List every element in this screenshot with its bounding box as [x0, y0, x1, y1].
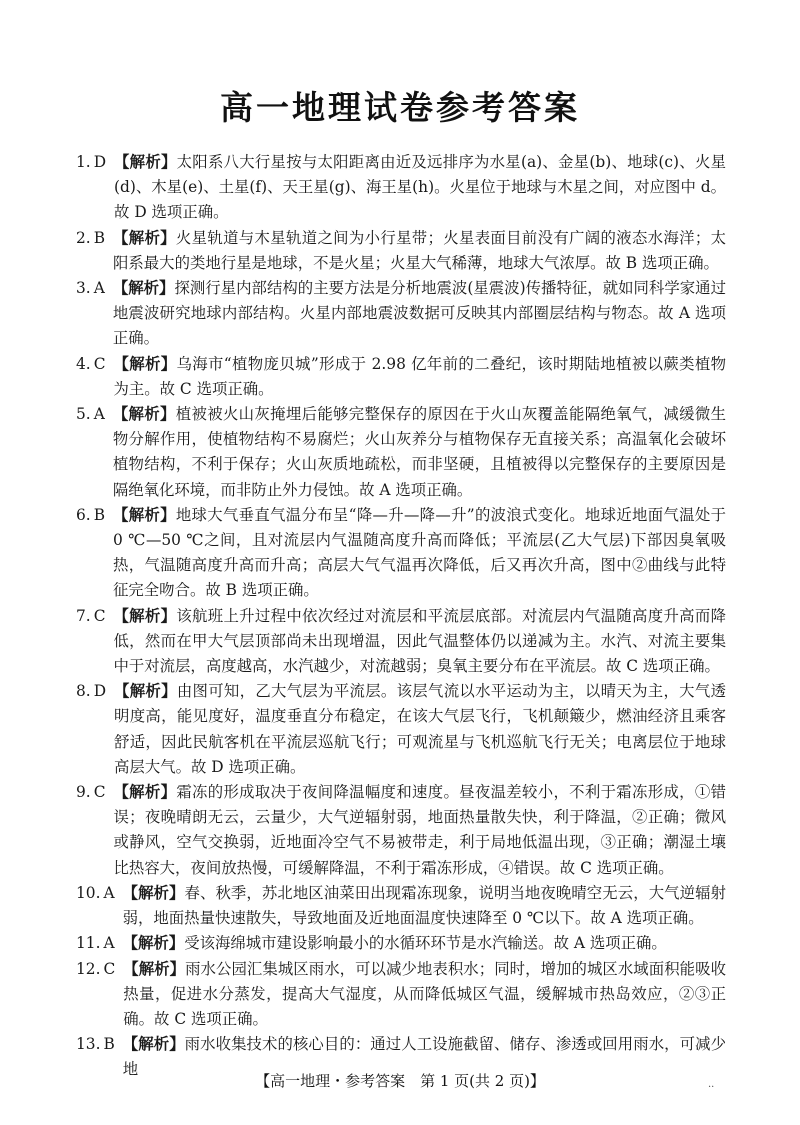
page-title: 高一地理试卷参考答案: [220, 88, 580, 127]
answer-item-5: [76, 402, 726, 503]
answer-item-8: [76, 679, 726, 780]
item-answer: D: [93, 153, 107, 171]
answer-item-7: [76, 604, 726, 680]
analysis-text: 春、秋季，苏北地区油菜田出现霜冻现象，说明当地夜晚晴空无云，大气逆辐射弱，地面热量快速散失，导致地面及近地面温度快速降至 0 ℃以下。故 A 选项正确。: [122, 883, 726, 928]
item-answer: A: [93, 279, 105, 298]
analysis-tag: 【解析】: [113, 505, 176, 524]
item-answer: B: [103, 1035, 115, 1054]
analysis-tag: 【解析】: [122, 1035, 185, 1054]
analysis-tag: 【解析】: [114, 153, 177, 171]
analysis-tag: 【解析】: [113, 354, 177, 373]
item-answer: A: [93, 405, 105, 424]
item-number: 11.: [76, 934, 101, 953]
analysis-tag: 【解析】: [122, 883, 185, 902]
item-answer: C: [93, 606, 106, 625]
analysis-text: 植被被火山灰掩埋后能够完整保存的原因在于火山灰覆盖能隔绝氧气，减缓微生物分解作用，使植物结构不易腐烂；火山灰养分与植物保存无直接关系；高温氧化会破坏植物结构，不利于保存；火山灰质地疏松，而非坚硬，且植被得以完整保存的主要原因是隔绝氧化环境，而非防止外力侵蚀。故 A 选项正确。: [112, 405, 726, 499]
analysis-text: 乌海市“植物庞贝城”形成于 2.98 亿年前的二叠纪，该时期陆地植被以蕨类植物为主。故 C 选项正确。: [113, 354, 726, 398]
answer-item-10: [76, 881, 726, 931]
page-footer: 【高一地理・参考答案 第 1 页(共 2 页)】: [255, 1072, 545, 1090]
analysis-text: 由图可知，乙大气层为平流层。该层气流以水平运动为主，以晴天为主，大气透明度高，能见度好，温度垂直分布稳定，在该大气层飞行，飞机颠簸少，燃油经济且乘客舒适，因此民航客机在平流层巡航飞行；可观流星与飞机巡航飞行无关；电离层位于地球高层大气。故 D 选项正确。: [114, 682, 726, 776]
analysis-tag: 【解析】: [113, 228, 176, 247]
answer-item-11: [76, 931, 726, 956]
analysis-tag: 【解析】: [114, 682, 177, 701]
analysis-text: 雨水收集技术的核心目的：通过人工设施截留、储存、渗透或回用雨水，可减少地: [122, 1035, 726, 1079]
item-number: 10.: [76, 883, 101, 902]
item-number: 5.: [76, 405, 91, 424]
item-answer: D: [93, 682, 107, 701]
item-number: 6.: [76, 505, 91, 524]
item-number: 1.: [76, 153, 91, 171]
answer-item-6: [76, 503, 726, 604]
analysis-tag: 【解析】: [123, 959, 186, 978]
answer-item-4: [76, 352, 726, 402]
item-number: 9.: [76, 783, 91, 802]
analysis-tag: 【解析】: [122, 934, 185, 953]
answer-item-12: [76, 957, 726, 1033]
analysis-text: 火星轨道与木星轨道之间为小行星带；火星表面目前没有广阔的液态水海洋；太阳系最大的类地行星是地球，不是火星；火星大气稀薄，地球大气浓厚。故 B 选项正确。: [113, 228, 726, 272]
item-number: 13.: [76, 1035, 101, 1054]
answer-item-9: [76, 780, 726, 881]
item-number: 4.: [76, 354, 91, 373]
analysis-text: 该航班上升过程中依次经过对流层和平流层底部。对流层内气温随高度升高而降低，然而在甲大气层顶部尚未出现增温，因此气温整体仍以递减为主。水汽、对流主要集中于对流层，高度越高，水汽越少，对流越弱；臭氧主要分布在平流层。故 C 选项正确。: [113, 606, 726, 676]
analysis-text: 探测行星内部结构的主要方法是分析地震波(星震波)传播特征，就如同科学家通过地震波研究地球内部结构。火星内部地震波数据可反映其内部圈层结构与物态。故 A 选项正确。: [112, 279, 726, 348]
item-answer: B: [93, 228, 105, 247]
item-answer: C: [93, 354, 106, 373]
item-number: 7.: [76, 606, 91, 625]
analysis-tag: 【解析】: [113, 783, 177, 802]
item-number: 2.: [76, 228, 91, 247]
analysis-text: 太阳系八大行星按与太阳距离由近及远排序为水星(a)、金星(b)、地球(c)、火星(d)、木星(e)、土星(f)、天王星(g)、海王星(h)。火星位于地球与木星之间，对应图中 d。故 D 选项正确。: [114, 153, 726, 222]
item-answer: C: [103, 959, 116, 978]
analysis-tag: 【解析】: [112, 279, 175, 298]
analysis-tag: 【解析】: [113, 606, 177, 625]
analysis-text: 霜冻的形成取决于夜间降温幅度和速度。昼夜温差较小，不利于霜冻形成，①错误；夜晚晴朗无云，云量少，大气逆辐射弱，地面热量散失快，利于降温，②正确；微风或静风，空气交换弱，近地面冷空气不易被带走，利于局地低温出现，③正确；潮湿土壤比热容大，夜间放热慢，可缓解降温，不利于霜冻形成，④错误。故 C 选项正确。: [113, 783, 726, 877]
answer-item-2: [76, 226, 726, 276]
item-number: 8.: [76, 682, 91, 701]
answer-item-3: [76, 276, 726, 352]
item-answer: A: [103, 883, 115, 902]
item-number: 12.: [76, 959, 101, 978]
item-answer: C: [93, 783, 106, 802]
analysis-text: 受该海绵城市建设影响最小的水循环环节是水汽输送。故 A 选项正确。: [184, 934, 667, 953]
analysis-text: 雨水公园汇集城区雨水，可以减少地表积水；同时，增加的城区水域面积能吸收热量，促进水分蒸发，提高大气湿度，从而降低城区气温，缓解城市热岛效应，②③正确。故 C 选项正确。: [123, 959, 726, 1028]
analysis-text: 地球大气垂直气温分布呈“降—升—降—升”的波浪式变化。地球近地面气温处于 0 ℃—50 ℃之间，且对流层内气温随高度升高而降低；平流层(乙大气层)下部因臭氧吸热，气温随高度升高而升高；高层大气气温再次降低，后又再次升高，图中②曲线与此特征完全吻合。故 B 选项正确。: [113, 505, 726, 600]
analysis-tag: 【解析】: [112, 405, 176, 424]
item-answer: A: [103, 934, 115, 953]
answer-item-1: [76, 150, 726, 226]
item-answer: B: [93, 505, 105, 524]
item-number: 3.: [76, 279, 91, 298]
answer-list: [76, 150, 726, 1083]
corner-mark: ··: [708, 1082, 715, 1093]
